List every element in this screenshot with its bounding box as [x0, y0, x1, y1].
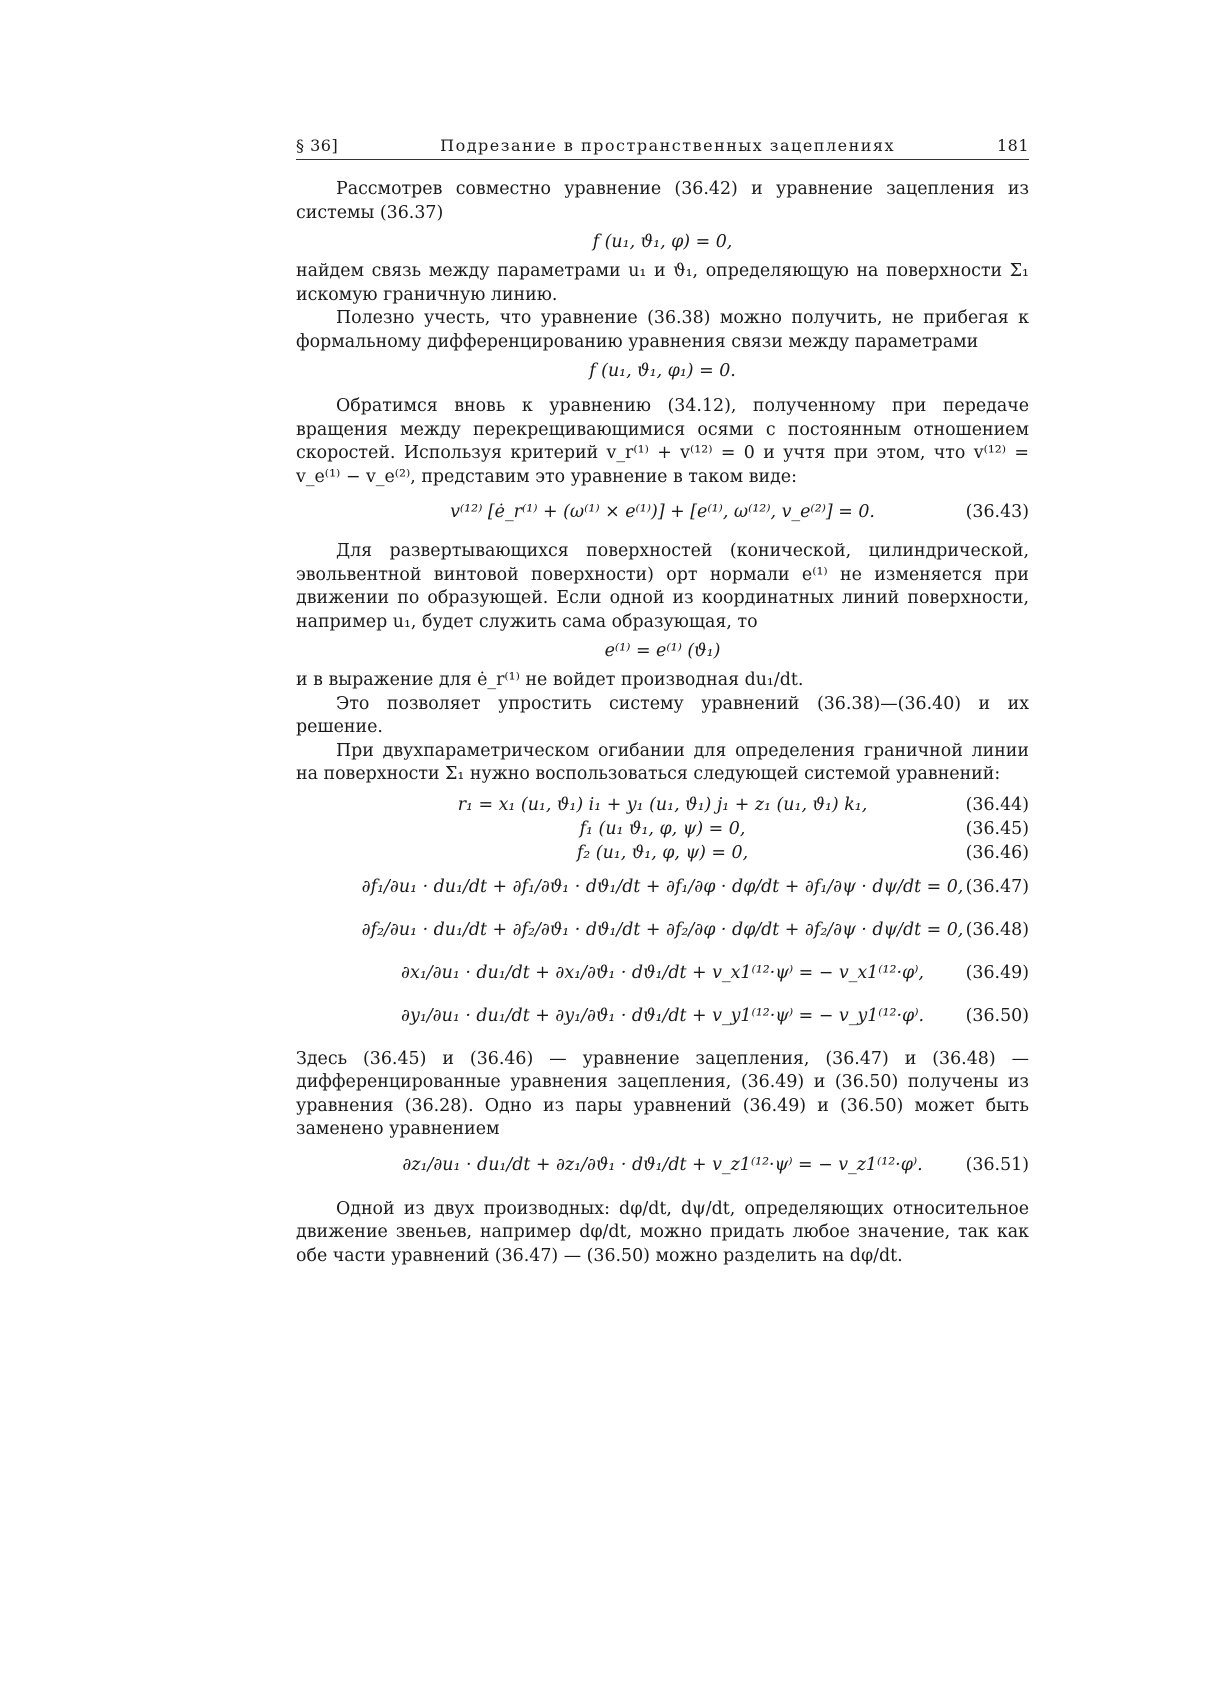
page	[296, 136, 1029, 1268]
paragraph: и в выражение для ė_r⁽¹⁾ не войдет производная du₁/dt.	[296, 670, 804, 690]
equation: ∂f₂/∂u₁ · du₁/dt + ∂f₂/∂ϑ₁ · dϑ₁/dt + ∂f₂/∂φ · dφ/dt + ∂f₂/∂ψ · dψ/dt = 0, (36.48)	[296, 909, 1029, 951]
paragraph: Здесь (36.45) и (36.46) — уравнение зацепления, (36.47) и (36.48) — дифференцированные уравнения зацепления, (36.49) и (36.50) получены из уравнения (36.28). Одно из пары уравнений (36.49) и (36.50) может быть заменено уравнением	[296, 1048, 1029, 1139]
paragraph: Полезно учесть, что уравнение (36.38) можно получить, не прибегая к формальному дифференцированию уравнения связи между параметрами	[296, 308, 1029, 352]
paragraph: Одной из двух производных: dφ/dt, dψ/dt, определяющих относительное движение звеньев, например dφ/dt, можно придать любое значение, так как обе части уравнений (36.47) — (36.50) можно разделить на dφ/dt.	[296, 1198, 1029, 1266]
equation: ∂f₁/∂u₁ · du₁/dt + ∂f₁/∂ϑ₁ · dϑ₁/dt + ∂f₁/∂φ · dφ/dt + ∂f₁/∂ψ · dψ/dt = 0, (36.47)	[296, 866, 1029, 908]
equation-number: (36.49)	[965, 962, 1029, 983]
equation-number: (36.51)	[965, 1154, 1029, 1175]
equation: f (u₁, ϑ₁, φ) = 0,	[592, 232, 733, 252]
equation-system	[296, 794, 1029, 1037]
equation: ∂z₁/∂u₁ · du₁/dt + ∂z₁/∂ϑ₁ · dϑ₁/dt + v_z1⁽¹²·ψ⁾ = − v_z1⁽¹²·φ⁾. (36.51)	[296, 1144, 1029, 1186]
equation-number: (36.47)	[965, 876, 1029, 897]
running-header	[296, 136, 1029, 160]
section-mark: § 36]	[296, 136, 339, 155]
paragraph: найдем связь между параметрами u₁ и ϑ₁, определяющую на поверхности Σ₁ искомую граничную линию.	[296, 261, 1029, 305]
equation-number: (36.50)	[965, 1005, 1029, 1026]
equation: f₁ (u₁ ϑ₁, φ, ψ) = 0, (36.45)	[579, 818, 1029, 839]
paragraph: Для развертывающихся поверхностей (конической, цилиндрической, эвольвентной винтовой поверхности) орт нормали e⁽¹⁾ не изменяется при движении по образующей. Если одной из координатных линий поверхности, например u₁, будет служить сама образующая, то	[296, 541, 1029, 632]
equation-number: (36.46)	[965, 842, 1029, 863]
equation: v⁽¹²⁾ [ė_r⁽¹⁾ + (ω⁽¹⁾ × e⁽¹⁾)] + [e⁽¹⁾, ω⁽¹²⁾, v_e⁽²⁾] = 0. (36.43)	[450, 502, 1029, 522]
paragraph: Это позволяет упростить систему уравнений (36.38)—(36.40) и их решение.	[296, 693, 1029, 737]
equation: ∂y₁/∂u₁ · du₁/dt + ∂y₁/∂ϑ₁ · dϑ₁/dt + v_y1⁽¹²·ψ⁾ = − v_y1⁽¹²·φ⁾. (36.50)	[296, 995, 1029, 1037]
running-title: Подрезание в пространственных зацеплениях	[440, 136, 896, 155]
page-number: 181	[996, 136, 1029, 155]
equation-number: (36.45)	[965, 818, 1029, 839]
equation: ∂x₁/∂u₁ · du₁/dt + ∂x₁/∂ϑ₁ · dϑ₁/dt + v_x1⁽¹²·ψ⁾ = − v_x1⁽¹²·φ⁾, (36.49)	[296, 952, 1029, 994]
equation: f (u₁, ϑ₁, φ₁) = 0.	[589, 361, 736, 381]
equation-number: (36.44)	[965, 794, 1029, 815]
paragraph: Обратимся вновь к уравнению (34.12), полученному при передаче вращения между перекрещивающимися осями с постоянным отношением скоростей. Используя критерий v_r⁽¹⁾ + v⁽¹²⁾ = 0 и учтя при этом, что v⁽¹²⁾ = v_e⁽¹⁾ − v_e⁽²⁾, представим это уравнение в таком виде:	[296, 396, 1029, 487]
paragraph: При двухпараметрическом огибании для определения граничной линии на поверхности Σ₁ нужно воспользоваться следующей системой уравнений:	[296, 740, 1029, 784]
equation: f₂ (u₁, ϑ₁, φ, ψ) = 0, (36.46)	[576, 842, 1029, 863]
equation: r₁ = x₁ (u₁, ϑ₁) i₁ + y₁ (u₁, ϑ₁) j₁ + z₁ (u₁, ϑ₁) k₁, (36.44)	[457, 794, 1029, 815]
equation-number: (36.43)	[965, 502, 1029, 522]
equation-number: (36.48)	[965, 919, 1029, 940]
paragraph: Рассмотрев совместно уравнение (36.42) и уравнение зацепления из системы (36.37)	[296, 179, 1029, 223]
equation: e⁽¹⁾ = e⁽¹⁾ (ϑ₁)	[604, 641, 721, 661]
